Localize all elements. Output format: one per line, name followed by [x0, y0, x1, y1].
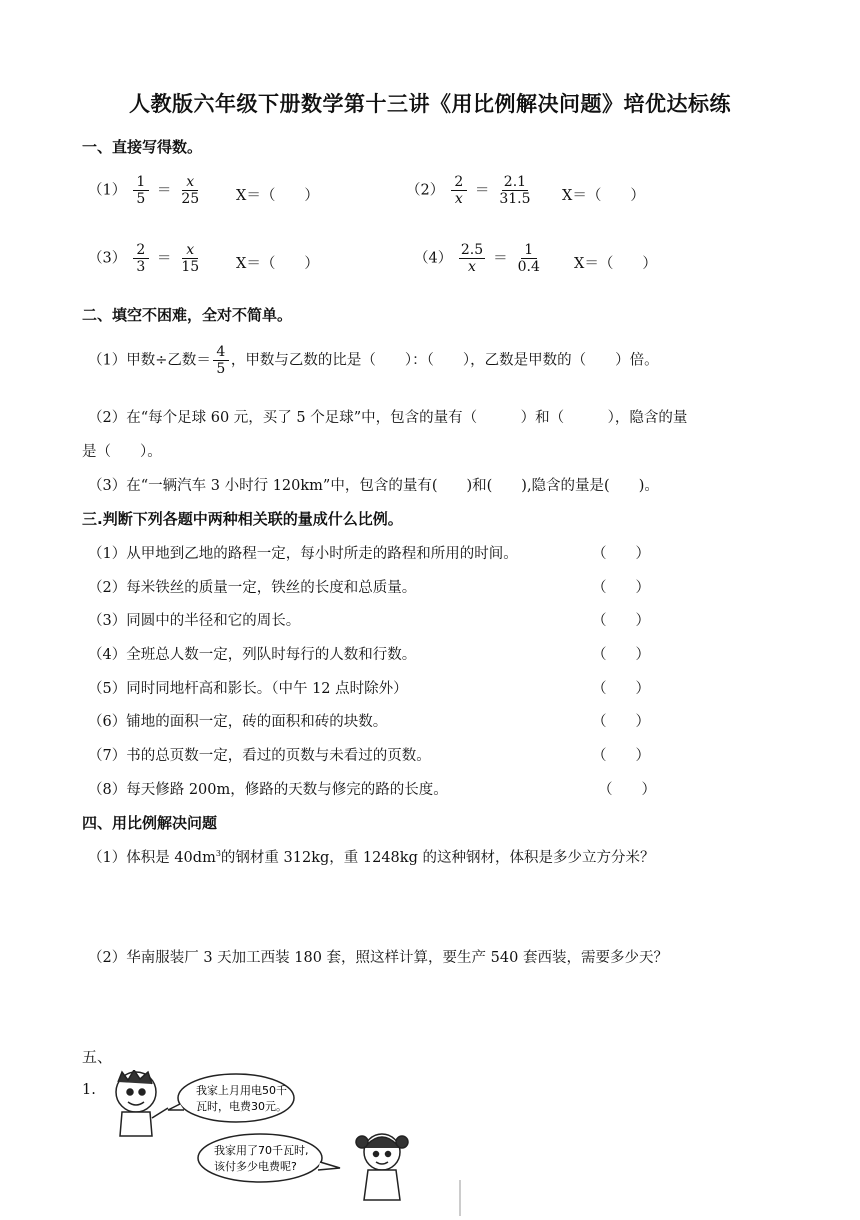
girl-icon: [356, 1134, 408, 1200]
calc-item-2: （2） $\frac{2}{x}$ ＝ $\frac{2.1}{31.5}$: [406, 174, 531, 207]
cartoon-svg: [108, 1070, 468, 1216]
answer-blank-1[interactable]: X＝（ ）: [236, 188, 319, 204]
judge-answer-6[interactable]: （ ）: [592, 714, 650, 730]
fraction-left: $\frac{1}{5}$: [133, 174, 149, 207]
calc-item-3: （3） $\frac{2}{3}$ ＝ $\frac{x}{15}$: [88, 242, 200, 275]
judge-answer-8[interactable]: （ ）: [598, 782, 656, 798]
section1-heading: 一、直接写得数。: [82, 138, 203, 156]
judge-answer-3[interactable]: （ ）: [592, 613, 650, 629]
answer-blank-3[interactable]: X＝（ ）: [236, 256, 319, 272]
judge-answer-7[interactable]: （ ）: [592, 748, 650, 764]
fill-question-3: （3）在“一辆汽车 3 小时行 120km”中，包含的量有( )和( ),隐含的量是( )。: [88, 478, 659, 494]
fill-question-1: （1）甲数÷乙数＝ $\frac{4}{5}$ ，甲数与乙数的比是（ ）：（ ），乙数是甲数的（ ）倍。: [88, 344, 659, 377]
answer-blank-2[interactable]: X＝（ ）: [562, 188, 645, 204]
judge-item-7: （7）书的总页数一定，看过的页数与未看过的页数。: [88, 748, 431, 764]
speech-bubble-icon: [198, 1134, 340, 1182]
fill-question-2: （2）在“每个足球 60 元，买了 5 个足球”中，包含的量有（ ）和（ ），隐含的量: [88, 410, 688, 426]
bubble2-line1: 我家用了70千瓦时,: [214, 1144, 309, 1157]
fraction-right: $\frac{x}{25}$: [181, 174, 200, 207]
fraction: $\frac{4}{5}$: [213, 344, 229, 377]
cartoon-illustration: [108, 1070, 468, 1216]
boy-icon: [116, 1070, 168, 1136]
judge-answer-1[interactable]: （ ）: [592, 546, 650, 562]
calc-item-1: （1） $\frac{1}{5}$ ＝ $\frac{x}{25}$: [88, 174, 200, 207]
bubble1-line2: 瓦时，电费30元。: [196, 1100, 287, 1113]
word-problem-1: （1）体积是 $40dm^3$的钢材重 312kg，重 1248kg 的这种钢材，体积是多少立方分米？: [88, 849, 655, 866]
section3-heading: 三.判断下列各题中两种相关联的量成什么比例。: [82, 510, 403, 528]
judge-item-6: （6）铺地的面积一定，砖的面积和砖的块数。: [88, 714, 388, 730]
judge-item-2: （2）每米铁丝的质量一定，铁丝的长度和总质量。: [88, 580, 417, 596]
word-problem-2: （2）华南服装厂 3 天加工西装 180 套，照这样计算，要生产 540 套西装，需要多少天？: [88, 950, 668, 966]
bubble1-line1: 我家上月用电50千: [196, 1084, 287, 1097]
fraction-right: $\frac{1}{0.4}$: [517, 242, 540, 275]
section5-item-number: 1.: [82, 1082, 96, 1098]
judge-answer-4[interactable]: （ ）: [592, 647, 650, 663]
page-title: 人教版六年级下册数学第十三讲《用比例解决问题》培优达标练: [129, 92, 731, 116]
fraction-left: $\frac{2}{x}$: [451, 174, 467, 207]
judge-answer-5[interactable]: （ ）: [592, 681, 650, 697]
judge-item-1: （1）从甲地到乙地的路程一定，每小时所走的路程和所用的时间。: [88, 546, 518, 562]
fraction-left: $\frac{2}{3}$: [133, 242, 149, 275]
fraction-left: $\frac{2.5}{x}$: [460, 242, 484, 275]
section4-heading: 四、用比例解决问题: [82, 814, 218, 832]
judge-item-8: （8）每天修路 200m，修路的天数与修完的路的长度。: [88, 782, 448, 798]
judge-item-4: （4）全班总人数一定，列队时每行的人数和行数。: [88, 647, 417, 663]
section2-heading: 二、填空不困难，全对不简单。: [82, 306, 293, 324]
fraction-right: $\frac{x}{15}$: [181, 242, 200, 275]
judge-answer-2[interactable]: （ ）: [592, 580, 650, 596]
judge-item-5: （5）同时同地杆高和影长。（中午 12 点时除外）: [88, 681, 408, 697]
fill-question-2-cont: 是（ ）。: [82, 444, 162, 460]
answer-blank-4[interactable]: X＝（ ）: [574, 256, 657, 272]
judge-item-3: （3）同圆中的半径和它的周长。: [88, 613, 301, 629]
fraction-right: $\frac{2.1}{31.5}$: [499, 174, 531, 207]
bubble2-line2: 该付多少电费呢?: [214, 1160, 297, 1173]
speech-bubble-icon: [168, 1074, 294, 1122]
calc-item-4: （4） $\frac{2.5}{x}$ ＝ $\frac{1}{0.4}$: [414, 242, 540, 275]
section5-heading: 五、: [82, 1048, 113, 1066]
